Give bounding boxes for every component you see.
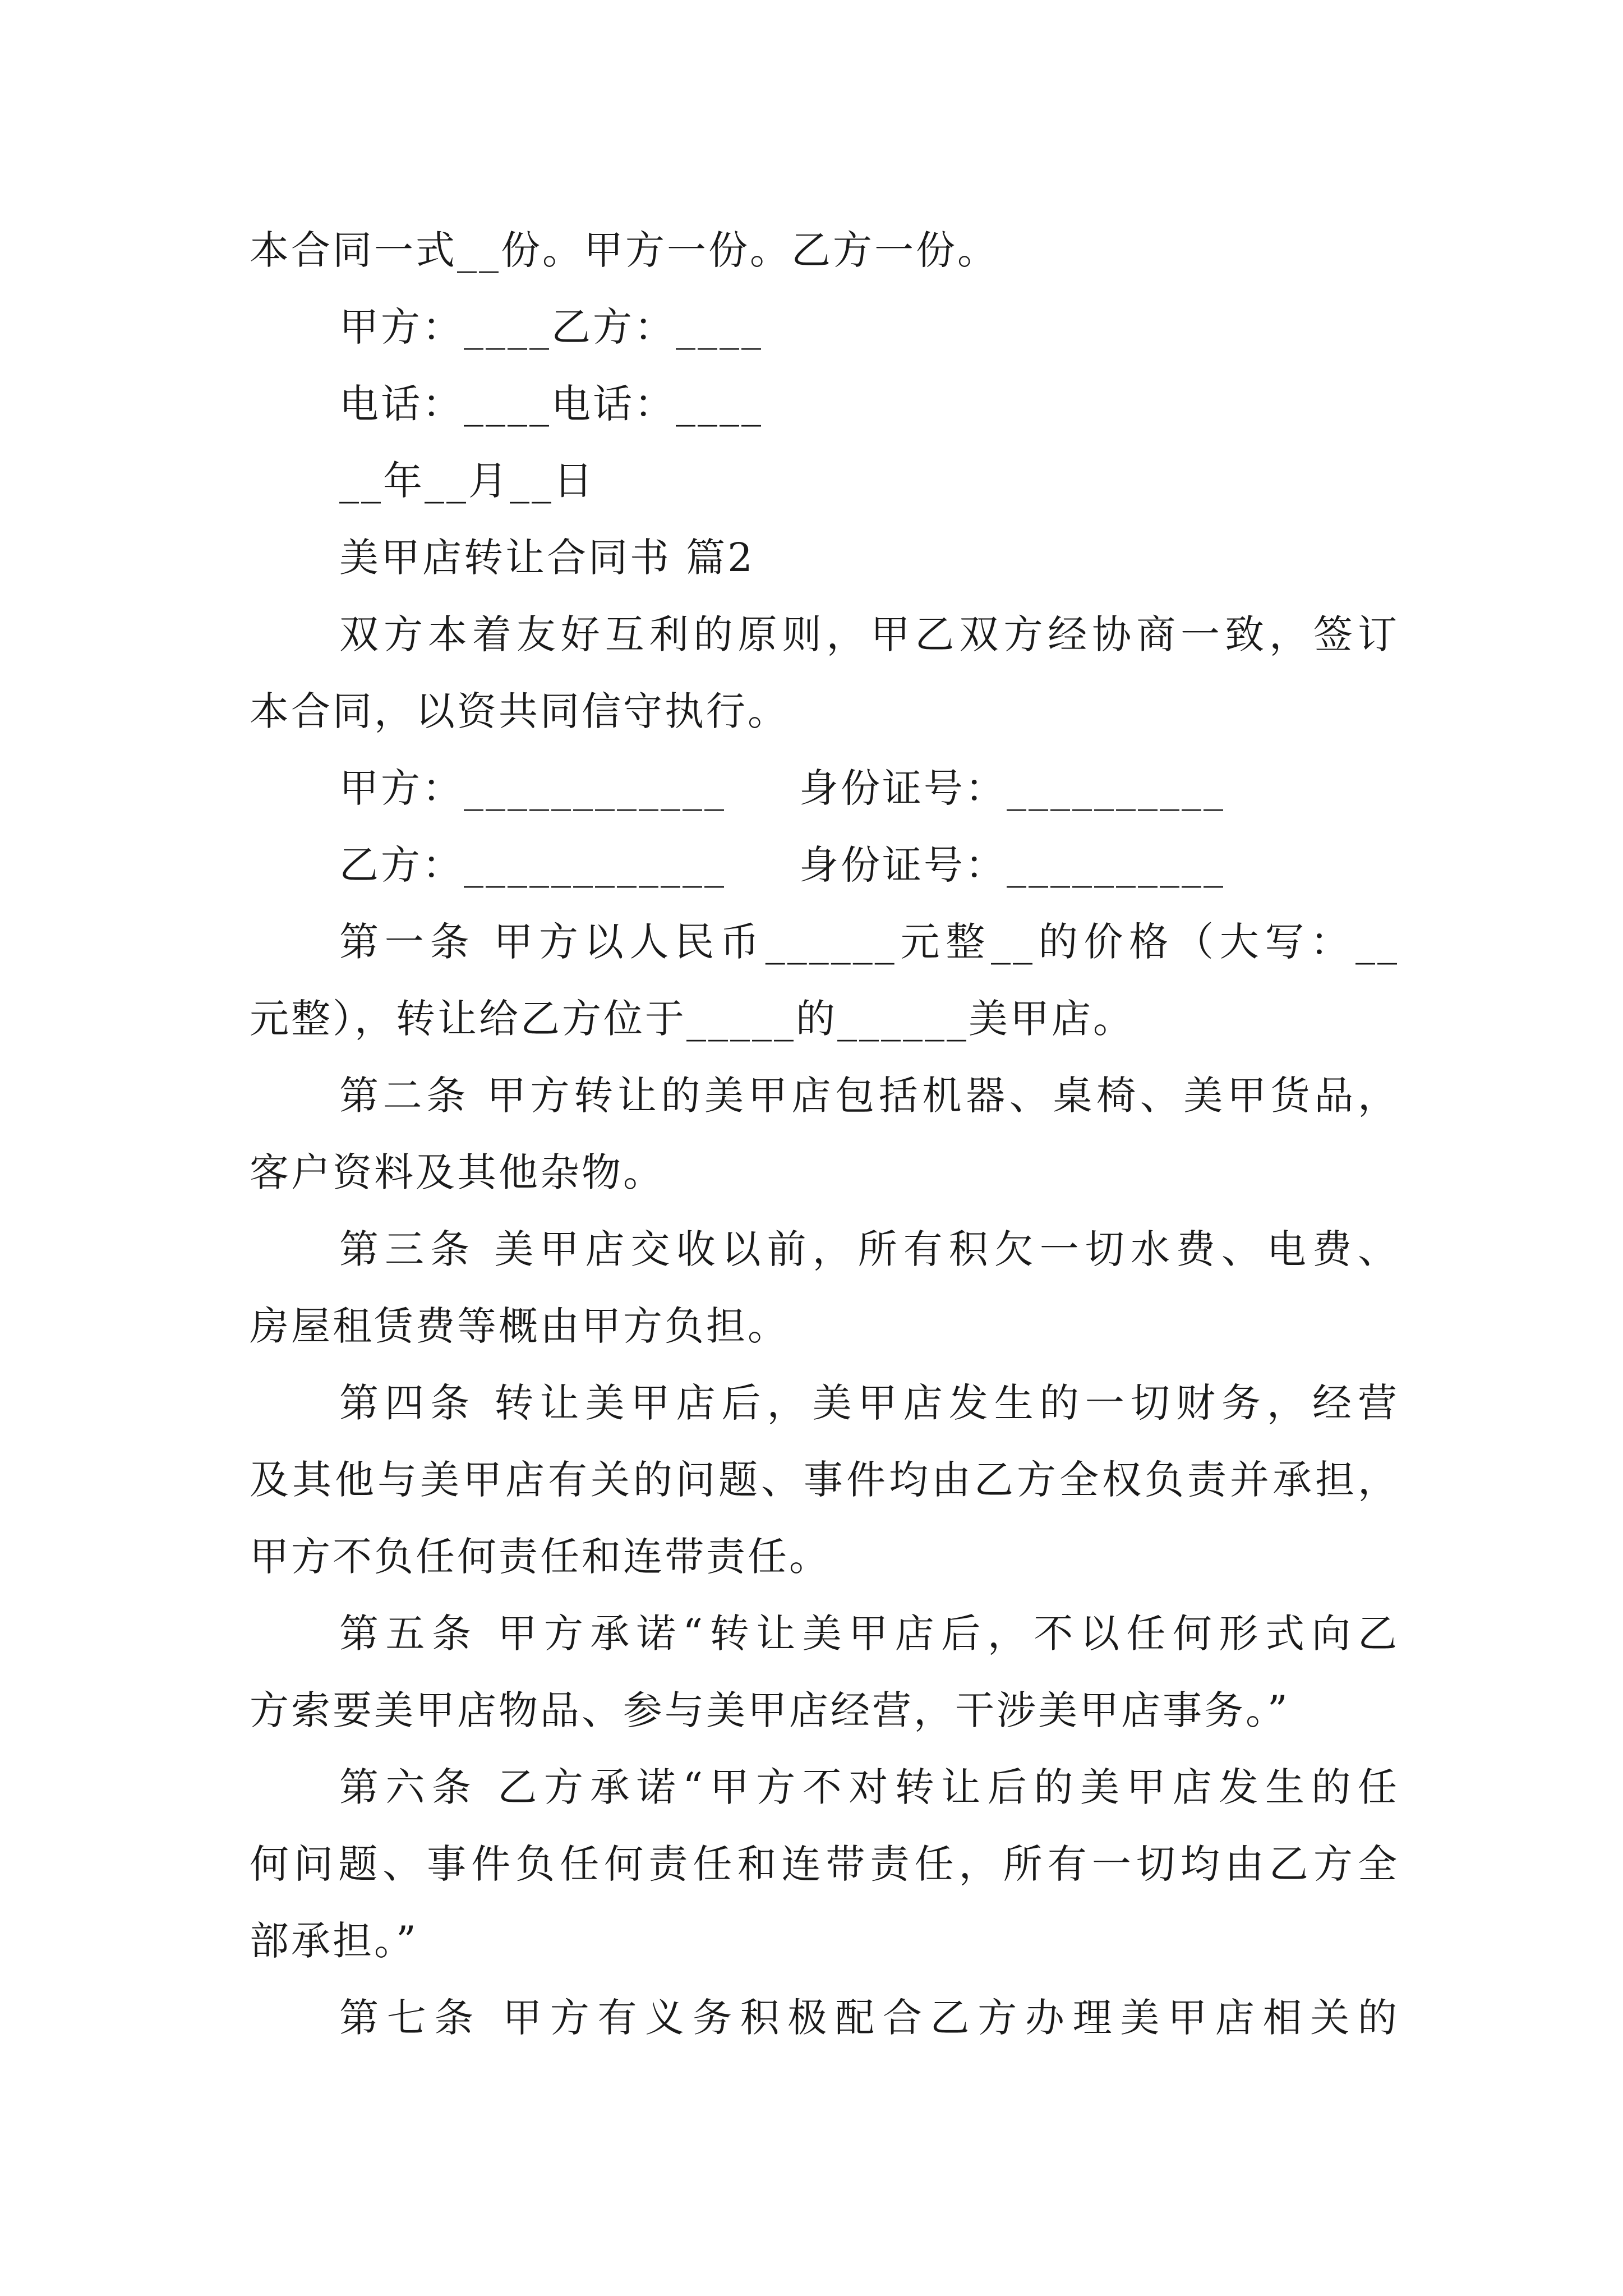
preamble-line-2: 本合同，以资共同信守执行。: [250, 688, 789, 734]
party-a-row: [250, 750, 1399, 827]
document-body: [250, 212, 1399, 2056]
article-3-line-1: 第三条 美甲店交收以前，所有积欠一切水费、电费、: [339, 1226, 1399, 1272]
party-b-name: 乙方：____________: [339, 842, 726, 888]
party-b-id-number: 身份证号：__________: [799, 842, 1225, 888]
article-4-line-1: 第四条 转让美甲店后，美甲店发生的一切财务，经营: [339, 1380, 1399, 1426]
article-6-line-3: 部承担。”: [250, 1918, 418, 1964]
article-5-line-1: 第五条 甲方承诺“转让美甲店后，不以任何形式向乙: [339, 1611, 1399, 1657]
article-3-line-2: 房屋租赁费等概由甲方负担。: [250, 1303, 789, 1349]
article-6-line-1: 第六条 乙方承诺“甲方不对转让后的美甲店发生的任: [339, 1764, 1399, 1810]
article-2-line-1: 第二条 甲方转让的美甲店包括机器、桌椅、美甲货品，: [339, 1073, 1399, 1119]
party-b-row: [250, 827, 1399, 904]
signature-parties: 甲方：____乙方：____: [339, 304, 763, 350]
article-1-line-1: 第一条 甲方以人民币______元整__的价格（大写：__: [339, 919, 1399, 965]
preamble-line-1: 双方本着友好互利的原则，甲乙双方经协商一致，签订: [339, 611, 1399, 657]
signature-date: __年__月__日: [339, 458, 595, 504]
signature-phones: 电话：____电话：____: [339, 381, 763, 427]
article-6-line-2: 何问题、事件负任何责任和连带责任，所有一切均由乙方全: [250, 1841, 1399, 1887]
article-1-line-2: 元整），转让给乙方位于_____的______美甲店。: [250, 996, 1135, 1042]
article-5-line-2: 方索要美甲店物品、参与美甲店经营，干涉美甲店事务。”: [250, 1687, 1290, 1733]
article-4-line-3: 甲方不负任何责任和连带责任。: [250, 1534, 831, 1580]
article-4-line-2: 及其他与美甲店有关的问题、事件均由乙方全权负责并承担，: [250, 1457, 1399, 1503]
copies-clause: 本合同一式__份。甲方一份。乙方一份。: [250, 227, 999, 273]
party-a-name: 甲方：____________: [339, 765, 726, 811]
section-title: 美甲店转让合同书 篇2: [339, 535, 755, 581]
article-2-line-2: 客户资料及其他杂物。: [250, 1149, 665, 1195]
article-7-line-1: 第七条 甲方有义务积极配合乙方办理美甲店相关的: [339, 1995, 1399, 2041]
party-a-id-number: 身份证号：__________: [799, 765, 1225, 811]
